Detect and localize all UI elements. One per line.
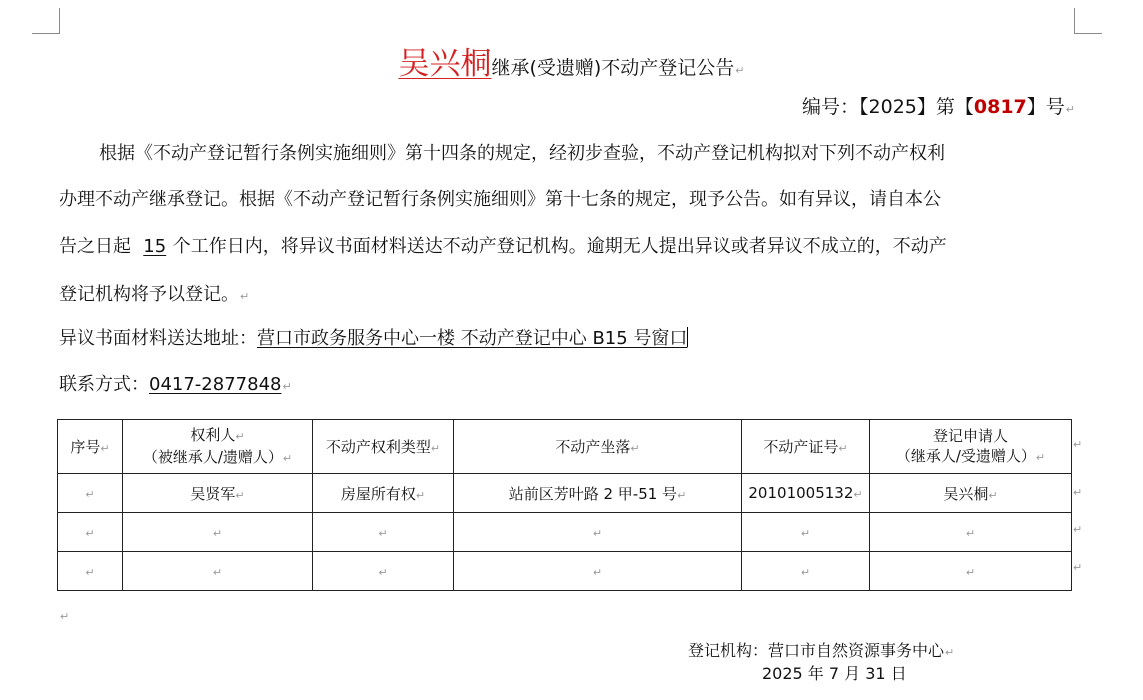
row-end-mark-icon: ↵ — [1073, 438, 1083, 451]
registration-org[interactable] — [688, 638, 954, 661]
cell-seq[interactable]: ↵ — [58, 474, 123, 513]
reference-prefix: 编号：【2025】第【 — [802, 96, 974, 118]
cell-seq[interactable]: ↵ — [58, 552, 123, 591]
table-row — [58, 513, 1072, 552]
cell-holder[interactable]: ↵ — [123, 552, 313, 591]
notice-title — [0, 38, 1143, 83]
title-text[interactable]: 继承(受遗赠)不动产登记公告 — [491, 57, 735, 79]
paragraph-mark-icon: ↵ — [282, 380, 292, 393]
paragraph-mark-icon: ↵ — [60, 610, 70, 623]
notice-date[interactable]: 2025 年 7 月 31 日 — [762, 664, 907, 683]
header-cert-no[interactable]: 不动产证号↵ — [742, 420, 870, 474]
title-person-name[interactable]: 吴兴桐 — [398, 46, 492, 82]
reference-number[interactable] — [802, 92, 1075, 119]
row-end-mark-icon: ↵ — [1073, 561, 1083, 574]
cell-applicant[interactable]: ↵ — [870, 552, 1072, 591]
body-line-3[interactable] — [59, 232, 1077, 258]
reference-num: 0817 — [973, 96, 1027, 118]
header-seq[interactable]: 序号↵ — [58, 420, 123, 474]
days-count: 15 — [143, 236, 167, 257]
row-end-mark-icon: ↵ — [1073, 486, 1083, 499]
row-end-mark-icon: ↵ — [1073, 523, 1083, 536]
cell-location[interactable]: 站前区芳叶路 2 甲-51 号↵ — [454, 474, 742, 513]
header-location[interactable]: 不动产坐落↵ — [454, 420, 742, 474]
header-applicant[interactable]: 登记申请人 （继承人/受遗赠人）↵ — [870, 420, 1072, 474]
paragraph-mark-icon: ↵ — [735, 64, 745, 77]
table-row — [58, 474, 1072, 513]
paragraph-mark-icon: ↵ — [945, 646, 955, 659]
cell-cert-no[interactable]: ↵ — [742, 513, 870, 552]
cell-applicant[interactable]: ↵ — [870, 513, 1072, 552]
address-value: 营口市政务服务中心一楼 不动产登记中心 B15 号窗口 — [257, 328, 688, 349]
body-line-4-text: 登记机构将予以登记。 — [59, 284, 239, 305]
header-holder[interactable]: 权利人↵ （被继承人/遗赠人）↵ — [123, 420, 313, 474]
crop-mark-top-left — [32, 8, 60, 34]
body-line-3-post: 个工作日内，将异议书面材料送达不动产登记机构。逾期无人提出异议或者异议不成立的，不动产 — [172, 236, 947, 257]
body-line-3-pre: 告之日起 — [59, 236, 131, 257]
cell-location[interactable]: ↵ — [454, 513, 742, 552]
contact-label: 联系方式： — [59, 374, 149, 395]
body-line-2[interactable]: 办理不动产继承登记。根据《不动产登记暂行条例实施细则》第十七条的规定，现予公告。如有异议，请自本公 — [59, 189, 941, 210]
cell-cert-no[interactable]: ↵ — [742, 552, 870, 591]
org-text: 登记机构：营口市自然资源事务中心 — [688, 641, 945, 660]
cell-applicant[interactable]: 吴兴桐↵ — [870, 474, 1072, 513]
address-label: 异议书面材料送达地址： — [59, 328, 257, 349]
crop-mark-top-right — [1074, 8, 1102, 34]
reference-suffix: 】号 — [1026, 96, 1065, 118]
cell-location[interactable]: ↵ — [454, 552, 742, 591]
cell-holder[interactable]: ↵ — [123, 513, 313, 552]
paragraph-mark-icon: ↵ — [240, 290, 250, 303]
cell-right-type[interactable]: ↵ — [313, 552, 454, 591]
cell-right-type[interactable]: 房屋所有权↵ — [313, 474, 454, 513]
contact-value: 0417-2877848 — [149, 374, 282, 395]
body-line-4[interactable] — [59, 280, 1077, 306]
cell-seq[interactable]: ↵ — [58, 513, 123, 552]
text-cursor — [687, 327, 688, 347]
cell-right-type[interactable]: ↵ — [313, 513, 454, 552]
cell-holder[interactable]: 吴贤军↵ — [123, 474, 313, 513]
property-table — [57, 419, 1072, 591]
paragraph-mark-icon: ↵ — [1065, 103, 1075, 116]
cell-cert-no[interactable]: 20101005132↵ — [742, 474, 870, 513]
table-header-row — [58, 420, 1072, 474]
contact-info[interactable] — [59, 370, 1077, 396]
header-right-type[interactable]: 不动产权利类型↵ — [313, 420, 454, 474]
objection-address[interactable] — [59, 324, 1077, 350]
table-row — [58, 552, 1072, 591]
body-line-1[interactable]: 根据《不动产登记暂行条例实施细则》第十四条的规定，经初步查验，不动产登记机构拟对下列不动产权利 — [99, 143, 945, 164]
